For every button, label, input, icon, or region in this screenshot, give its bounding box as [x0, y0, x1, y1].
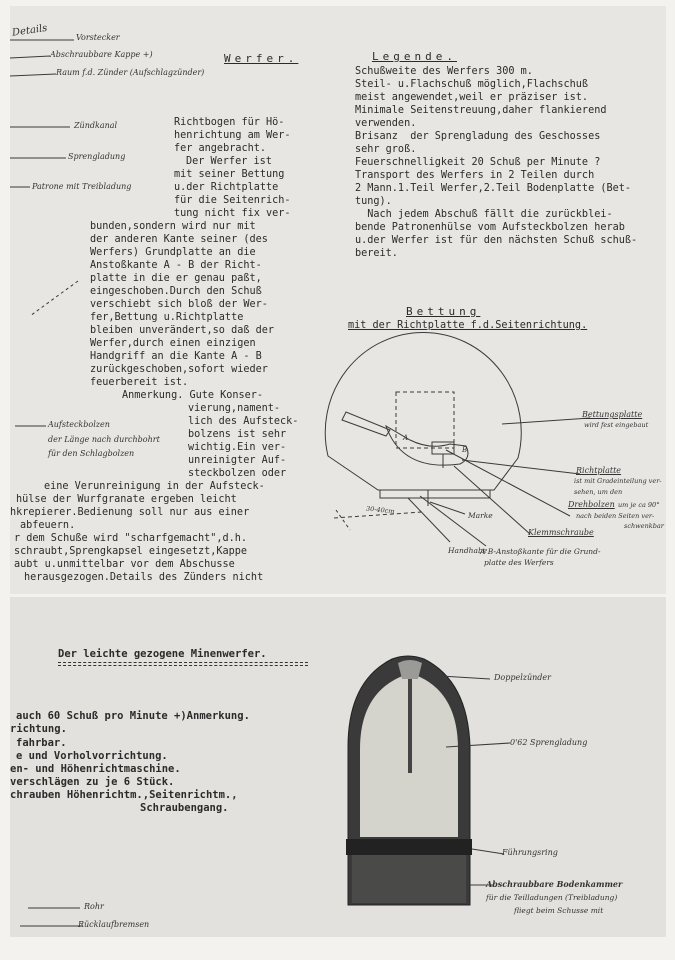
- richtplatte-label: Richtplatte: [576, 466, 622, 475]
- bettung-title: Bettung: [406, 305, 481, 318]
- marke-label: Marke: [468, 511, 493, 520]
- text-line-20: zurückgeschoben,sofort wieder: [90, 364, 268, 375]
- bottom-page: [10, 597, 666, 937]
- legende-line-15: bereit.: [355, 248, 398, 259]
- text-line-8: tung nicht fix ver-: [174, 208, 291, 219]
- drehbolzen-note-3: schwenkbar: [624, 522, 664, 530]
- bodenkammer-label-1: Abschraubbare Bodenkammer: [486, 879, 623, 889]
- bottom-line-4: e und Vorholvorrichtung.: [16, 750, 168, 762]
- raum-zuender-label: Raum f.d. Zünder (Aufschlagzünder): [56, 68, 205, 77]
- text-line-18: Werfer,durch einen einzigen: [90, 338, 256, 349]
- bettungsplatte-label: Bettungsplatte: [582, 410, 643, 419]
- text-line-9: bunden,sondern wird nur mit: [90, 221, 256, 232]
- top-page: [10, 6, 666, 594]
- zuendkanal-label: Zündkanal: [74, 121, 118, 130]
- kappe-label: Abschraubbare Kappe +): [50, 50, 153, 59]
- text-line-11: Werfers) Grundplatte an die: [90, 247, 256, 258]
- anmerkung-line-15: herausgezogen.Details des Zünders nicht: [24, 572, 264, 583]
- ab-kante-label-2: platte des Werfers: [484, 558, 554, 567]
- anmerkung-line-8: eine Verunreinigung in der Aufsteck-: [44, 481, 265, 492]
- legende-line-6: Brisanz der Sprengladung des Geschosses: [355, 131, 601, 142]
- legende-line-7: sehr groß.: [355, 144, 417, 155]
- drehbolzen-note-2: nach beiden Seiten ver-: [576, 512, 655, 520]
- sprengladung-label: Sprengladung: [68, 152, 126, 161]
- fuehrungsring-label: Führungsring: [502, 848, 558, 857]
- point-a-label: A: [403, 434, 409, 442]
- anmerkung-line-7: steckbolzen oder: [188, 468, 287, 479]
- angle-label: 30-40cm: [365, 504, 395, 516]
- anmerkung-line-10: hkrepierer.Bedienung soll nur aus einer: [10, 507, 250, 518]
- bottom-line-3: fahrbar.: [16, 737, 67, 749]
- point-b-label: B: [462, 446, 468, 454]
- patrone-label: Patrone mit Treibladung: [32, 182, 132, 191]
- richtplatte-shape: [386, 426, 468, 465]
- text-line-7: für die Seitenrich-: [174, 195, 291, 206]
- handhabe-shape: [342, 412, 390, 436]
- klemmschraube-label: Klemmschraube: [528, 528, 594, 537]
- richtplatte-note-1: ist mit Gradeinteilung ver-: [574, 477, 662, 485]
- anmerkung-line-5: wichtig.Ein ver-: [188, 442, 287, 453]
- bodenkammer-label-3: fliegt beim Schusse mit: [514, 906, 604, 915]
- text-line-5: mit seiner Bettung: [174, 169, 285, 180]
- werfer-title: Werfer.: [224, 52, 299, 65]
- text-line-10: der anderen Kante seiner (des: [90, 234, 268, 245]
- legende-line-1: Schußweite des Werfers 300 m.: [355, 66, 533, 77]
- legende-line-4: Minimale Seitenstreuung,daher flankierend: [355, 105, 607, 116]
- ruecklaufbremsen-label: Rücklaufbremsen: [78, 920, 150, 929]
- anmerkung-line-6: unreinigter Auf-: [188, 455, 287, 466]
- bettung-subtitle: mit der Richtplatte f.d.Seitenrichtung.: [348, 320, 588, 331]
- text-line-13: platte in die er genau paßt,: [90, 273, 262, 284]
- vorstecker-label: Vorstecker: [76, 33, 120, 42]
- text-line-15: verschiebt sich bloß der Wer-: [90, 299, 268, 310]
- doppelzuender-shape: [398, 660, 422, 679]
- handhabe-label: Handhabe: [448, 546, 488, 555]
- legende-line-12: Nach jedem Abschuß fällt die zurückblei-: [355, 209, 613, 220]
- anmerkung-line-2: vierung,nament-: [188, 403, 281, 414]
- bottom-line-6: verschlägen zu je 6 Stück.: [10, 776, 175, 788]
- richtplatte-note-2: sehen, um den: [574, 488, 623, 496]
- text-line-3: fer angebracht.: [174, 143, 267, 154]
- text-line-16: fer,Bettung u.Richtplatte: [90, 312, 244, 323]
- bottom-line-2: richtung.: [10, 723, 67, 735]
- ab-kante-label-1: A B-Anstoßkante für die Grund-: [480, 547, 601, 556]
- text-line-12: Anstoßkante A - B der Richt-: [90, 260, 262, 271]
- bettung-outline: [325, 332, 521, 490]
- text-line-17: bleiben unverändert,so daß der: [90, 325, 275, 336]
- legende-line-9: Transport des Werfers in 2 Teilen durch: [355, 170, 595, 181]
- legende-line-5: verwenden.: [355, 118, 417, 129]
- legende-line-2: Steil- u.Flachschuß möglich,Flachschuß: [355, 79, 589, 90]
- aufsteckbolzen-note-1: der Länge nach durchbohrt: [48, 435, 160, 444]
- text-line-2: henrichtung am Wer-: [174, 130, 291, 141]
- text-line-14: eingeschoben.Durch den Schuß: [90, 286, 262, 297]
- anmerkung-line-12: r dem Schuße wird "scharfgemacht",d.h.: [14, 533, 248, 544]
- legende-title: Legende.: [372, 50, 457, 63]
- bodenkammer-label-2: für die Teilladungen (Treibladung): [486, 893, 618, 902]
- drehbolzen-label: Drehbolzen: [568, 500, 615, 509]
- bettungsplatte-note: wird fest eingebaut: [584, 421, 649, 429]
- shell-sprengladung-label: 0'62 Sprengladung: [510, 738, 588, 747]
- text-line-21: feuerbereit ist.: [90, 377, 189, 388]
- text-line-6: u.der Richtplatte: [174, 182, 279, 193]
- anmerkung-line-4: bolzens ist sehr: [188, 429, 287, 440]
- anmerkung-line-9: hülse der Wurfgranate ergeben leicht: [16, 494, 237, 505]
- aufsteckbolzen-note-2: für den Schlagbolzen: [48, 449, 135, 458]
- bottom-line-1: auch 60 Schuß pro Minute +)Anmerkung.: [16, 710, 250, 722]
- anmerkung-line-11: abfeuern.: [20, 520, 76, 531]
- legende-line-8: Feuerschnelligkeit 20 Schuß per Minute ?: [355, 157, 601, 168]
- bottom-line-5: en- und Höhenrichtmaschine.: [10, 763, 181, 775]
- base-plate: [380, 490, 490, 498]
- minenwerfer-title: Der leichte gezogene Minenwerfer.: [58, 648, 267, 660]
- anmerkung-line-1: Anmerkung. Gute Konser-: [122, 390, 264, 401]
- bodenkammer-shape: [352, 855, 466, 903]
- text-line-19: Handgriff an die Kante A - B: [90, 351, 262, 362]
- bottom-line-8: Schraubengang.: [140, 802, 229, 814]
- details-label: Details: [11, 22, 49, 39]
- legende-line-13: bende Patronenhülse vom Aufsteckbolzen herab: [355, 222, 625, 233]
- text-line-4: Der Werfer ist: [186, 156, 272, 167]
- fuehrungsring-shape: [346, 839, 472, 855]
- drehbolzen-note: um je ca 90°: [618, 501, 660, 509]
- legende-line-11: tung).: [355, 196, 392, 207]
- legende-line-14: u.der Werfer ist für den nächsten Schuß schuß-: [355, 235, 638, 246]
- doppelzuender-label: Doppelzünder: [494, 673, 551, 682]
- legende-line-10: 2 Mann.1.Teil Werfer,2.Teil Bodenplatte (Bet-: [355, 183, 632, 194]
- rohr-label: Rohr: [84, 902, 104, 911]
- anmerkung-line-14: aubt u.unmittelbar vor dem Abschusse: [14, 559, 235, 570]
- text-line-1: Richtbogen für Hö-: [174, 117, 285, 128]
- legende-line-3: meist angewendet,weil er präziser ist.: [355, 92, 589, 103]
- anmerkung-line-13: schraubt,Sprengkapsel eingesetzt,Kappe: [14, 546, 248, 557]
- anmerkung-line-3: lich des Aufsteck-: [188, 416, 299, 427]
- bottom-line-7: chrauben Höhenrichtm.,Seitenrichtm.,: [10, 789, 238, 801]
- aufsteckbolzen-label: Aufsteckbolzen: [48, 420, 110, 429]
